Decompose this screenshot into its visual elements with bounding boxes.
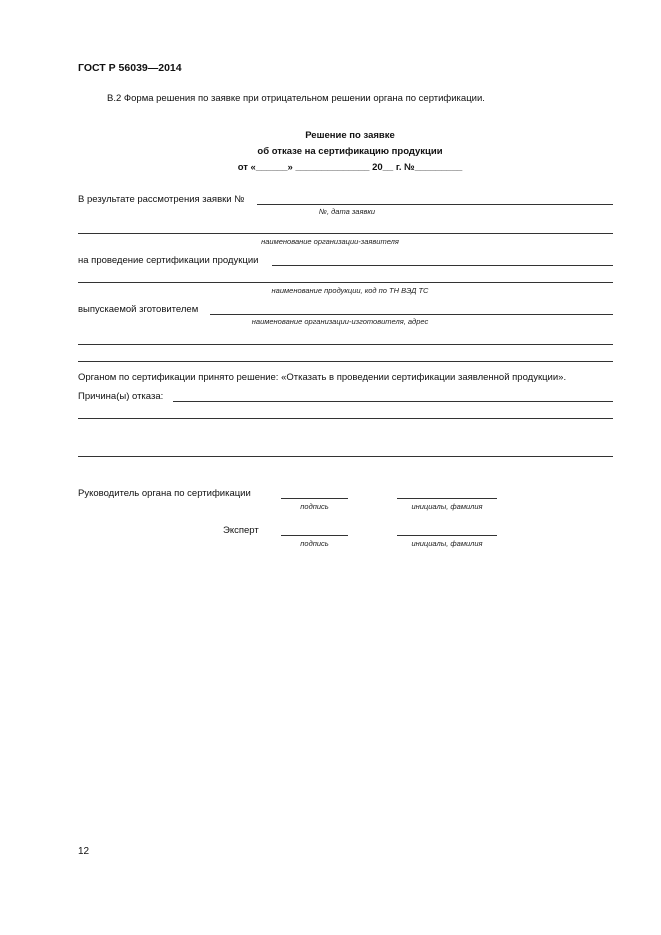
name-line-head[interactable] (397, 498, 497, 499)
application-label: В результате рассмотрения заявки № (78, 194, 247, 205)
form-title-line2: об отказе на сертификацию продукции (257, 146, 443, 157)
signature-caption-expert: подпись (300, 539, 329, 548)
form-title-line1: Решение по заявке (305, 130, 395, 141)
document-header-code: ГОСТ Р 56039—2014 (78, 62, 182, 74)
decision-text: Органом по сертификации принято решение: «Отказать в проведении сертификации заявленной продукции». (78, 372, 567, 383)
reason-line-3[interactable] (78, 456, 613, 457)
blank-line-1[interactable] (78, 344, 613, 345)
section-intro-text: В.2 Форма решения по заявке при отрицательном решении органа по сертификации. (107, 93, 485, 104)
name-line-expert[interactable] (397, 535, 497, 536)
certification-label: на проведение сертификации продукции (78, 255, 259, 266)
application-caption: №, дата заявки (318, 207, 376, 216)
form-title-line3: от «______» ______________ 20__ г. №_________ (237, 162, 463, 173)
reason-label: Причина(ы) отказа: (78, 391, 164, 402)
reason-line-1[interactable] (173, 401, 613, 402)
product-line[interactable] (78, 282, 613, 283)
signature-line-expert[interactable] (281, 535, 348, 536)
application-number-line[interactable] (257, 204, 613, 205)
applicant-caption: наименование организации-заявителя (261, 237, 399, 246)
certification-line[interactable] (272, 265, 613, 266)
manufacturer-label: выпускаемой зготовителем (78, 304, 199, 315)
applicant-line[interactable] (78, 233, 613, 234)
manufacturer-line[interactable] (210, 314, 613, 315)
signature-line-head[interactable] (281, 498, 348, 499)
page-number: 12 (78, 846, 90, 857)
blank-line-2[interactable] (78, 361, 613, 362)
name-caption-head: инициалы, фамилия (411, 502, 483, 511)
manufacturer-caption: наименование организации-изготовителя, адрес (251, 317, 429, 326)
reason-line-2[interactable] (78, 418, 613, 419)
product-caption: наименование продукции, код по ТН ВЭД ТС (271, 286, 429, 295)
signature-role-head: Руководитель органа по сертификации (78, 488, 251, 499)
signature-caption-head: подпись (300, 502, 329, 511)
name-caption-expert: инициалы, фамилия (411, 539, 483, 548)
signature-role-expert: Эксперт (223, 525, 259, 536)
